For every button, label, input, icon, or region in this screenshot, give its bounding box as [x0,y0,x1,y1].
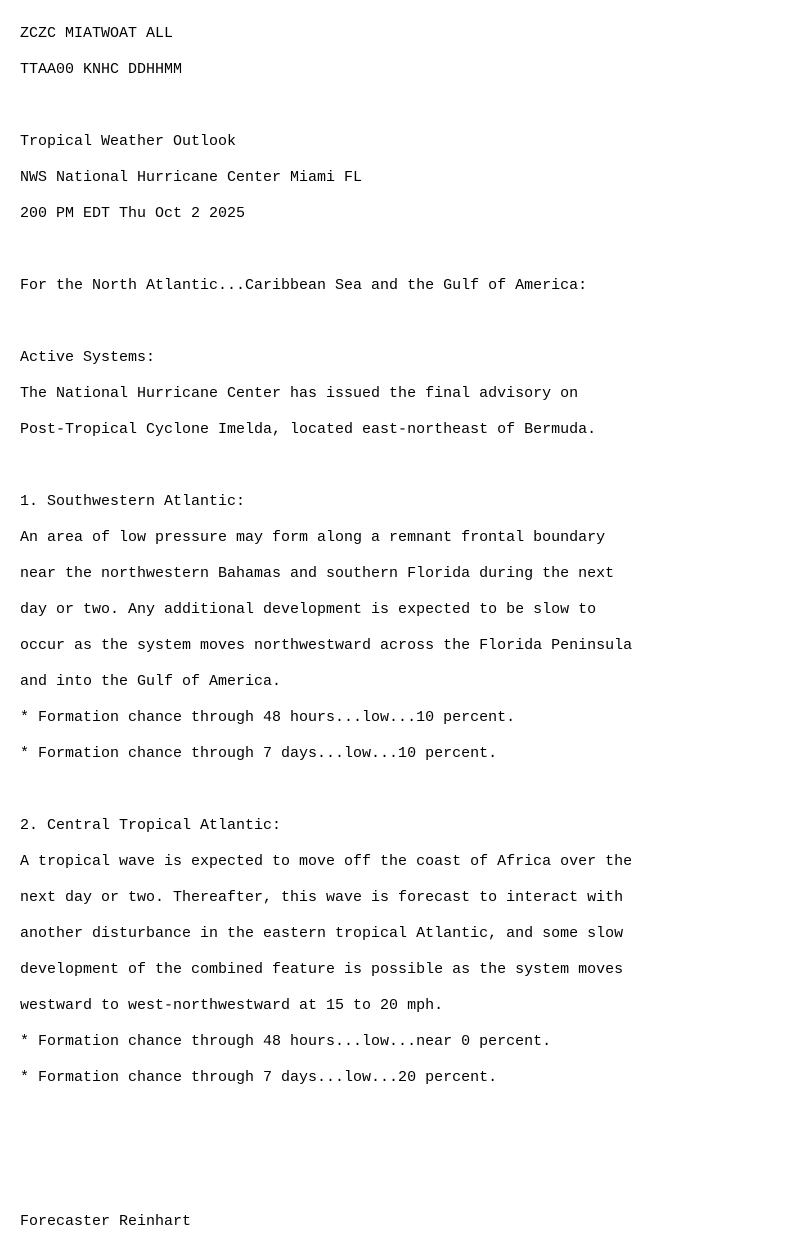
issuing-office: NWS National Hurricane Center Miami FL [20,169,363,186]
product-title: Tropical Weather Outlook [20,133,237,150]
active-systems-text-line: The National Hurricane Center has issued the final advisory on [20,385,579,402]
blank-line [20,97,800,115]
issue-time: 200 PM EDT Thu Oct 2 2025 [20,205,246,222]
outlook-item-text-line: A tropical wave is expected to move off the coast of Africa over the [20,853,633,870]
blank-line [20,1177,800,1195]
outlook-item-text-line: another disturbance in the eastern tropical Atlantic, and some slow [20,925,624,942]
blank-line [20,313,800,331]
blank-line [20,241,800,259]
formation-chance-7d: * Formation chance through 7 days...low...10 percent. [20,745,498,762]
area-line: For the North Atlantic...Caribbean Sea and the Gulf of America: [20,277,588,294]
outlook-item-text-line: development of the combined feature is possible as the system moves [20,961,624,978]
blank-line [20,781,800,799]
blank-line [20,457,800,475]
formation-chance-48h: * Formation chance through 48 hours...low...10 percent. [20,709,516,726]
outlook-item-heading: 2. Central Tropical Atlantic: [20,817,282,834]
outlook-item-text-line: westward to west-northwestward at 15 to 20 mph. [20,997,444,1014]
active-systems-text-line: Post-Tropical Cyclone Imelda, located east-northeast of Bermuda. [20,421,597,438]
blank-line [20,1141,800,1159]
outlook-item-text-line: next day or two. Thereafter, this wave is forecast to interact with [20,889,624,906]
formation-chance-7d: * Formation chance through 7 days...low...20 percent. [20,1069,498,1086]
formation-chance-48h: * Formation chance through 48 hours...low...near 0 percent. [20,1033,552,1050]
wmo-header-line: TTAA00 KNHC DDHHMM [20,61,183,78]
outlook-item-text-line: near the northwestern Bahamas and southern Florida during the next [20,565,615,582]
outlook-item-text-line: An area of low pressure may form along a remnant frontal boundary [20,529,606,546]
outlook-item-text-line: and into the Gulf of America. [20,673,282,690]
active-systems-heading: Active Systems: [20,349,156,366]
outlook-item-text-line: day or two. Any additional development is expected to be slow to [20,601,597,618]
forecaster-signature: Forecaster Reinhart [20,1213,192,1230]
outlook-item-text-line: occur as the system moves northwestward across the Florida Peninsula [20,637,633,654]
blank-line [20,1105,800,1123]
outlook-item-heading: 1. Southwestern Atlantic: [20,493,246,510]
awips-header-line: ZCZC MIATWOAT ALL [20,25,174,42]
